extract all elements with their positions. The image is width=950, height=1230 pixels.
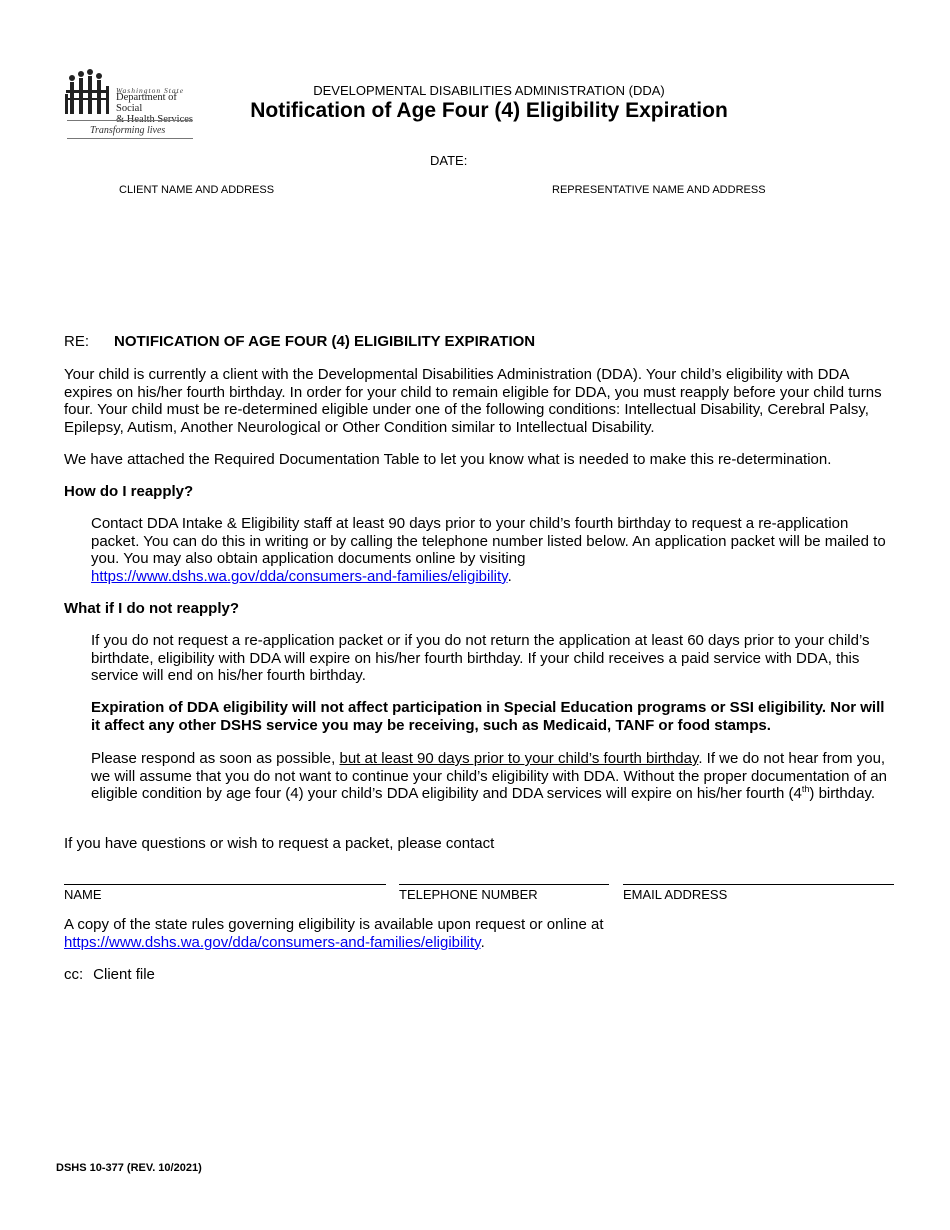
- logo-tagline: Transforming lives: [90, 125, 166, 136]
- logo-state: Washington State: [116, 86, 185, 95]
- email-label: EMAIL ADDRESS: [623, 887, 728, 902]
- name-label: NAME: [64, 887, 102, 902]
- form-id: DSHS 10-377 (REV. 10/2021): [56, 1162, 202, 1174]
- not-reapply-paragraph: If you do not request a re-application packet or if you do not return the application at least 60 days prior to your child’s birthdate, eligibility with DDA will expire on his/her fourth birthday. If your child receives a paid service with DDA, this service will end on his/her fourth birthday.: [91, 632, 870, 685]
- date-label: DATE:: [430, 153, 468, 168]
- intro-paragraph: Your child is currently a client with the Developmental Disabilities Administration (DDA). Your child’s eligibility with DDA expires on his/her fourth birthday. In order for your child to remain eligible for DDA, you must reapply before your child turns four. Your child must be re-determined eligible under one of the following conditions: Intellectual Disability, Cerebral Palsy, Epilepsy, Autism, Another Neurological or Other Condition similar to Intellectual Disability.: [64, 366, 882, 436]
- client-address-label: CLIENT NAME AND ADDRESS: [119, 184, 275, 196]
- reapply-heading: How do I reapply?: [64, 483, 194, 500]
- representative-address-label: REPRESENTATIVE NAME AND ADDRESS: [552, 184, 766, 196]
- cc-line: cc: Client file: [64, 966, 155, 983]
- respond-paragraph: Please respond as soon as possible, but at least 90 days prior to your child’s fourth birthday. If we do not hear from you, we will assume that you do not want to continue your child’s eligibility with DDA. Without the proper documentation of an eligible condition by age four (4) your child’s DDA eligibility and DDA services will expire on his/her fourth (4th) birthday.: [91, 750, 887, 803]
- rules-paragraph: A copy of the state rules governing eligibility is available upon request or online at https://www.dshs.wa.gov/dda/consumers-and-families/eligibility.: [64, 916, 604, 951]
- expiration-notice: Expiration of DDA eligibility will not affect participation in Special Education programs or SSI eligibility. Nor will it affect any other DSHS service you may be receiving, such as Medicaid, TANF or food stamps.: [91, 699, 885, 734]
- email-line: [623, 884, 894, 885]
- re-label: RE:: [64, 333, 90, 350]
- contact-paragraph: If you have questions or wish to request a packet, please contact: [64, 835, 495, 852]
- logo-divider: [67, 138, 193, 139]
- name-line: [64, 884, 386, 885]
- telephone-label: TELEPHONE NUMBER: [399, 887, 538, 902]
- reapply-paragraph: Contact DDA Intake & Eligibility staff at least 90 days prior to your child’s fourth birthday to request a re-application packet. You can do this in writing or by calling the telephone number listed below. An application packet will be mailed to you. You may also obtain application documents online by visiting https://www.dshs.wa.gov/dda/consumers-and-families/eligibility.: [91, 515, 886, 585]
- administration-subtitle: DEVELOPMENTAL DISABILITIES ADMINISTRATION (DDA): [313, 83, 665, 98]
- page-title: Notification of Age Four (4) Eligibility Expiration: [250, 99, 728, 122]
- logo-dept: Department of Social & Health Services: [116, 92, 193, 125]
- phone-line: [399, 884, 609, 885]
- rules-link[interactable]: https://www.dshs.wa.gov/dda/consumers-and-families/eligibility: [64, 933, 481, 951]
- eligibility-link[interactable]: https://www.dshs.wa.gov/dda/consumers-and-families/eligibility: [91, 567, 508, 585]
- re-title: NOTIFICATION OF AGE FOUR (4) ELIGIBILITY EXPIRATION: [114, 333, 536, 350]
- attached-paragraph: We have attached the Required Documentation Table to let you know what is needed to make this re-determination.: [64, 451, 832, 468]
- not-reapply-heading: What if I do not reapply?: [64, 600, 239, 617]
